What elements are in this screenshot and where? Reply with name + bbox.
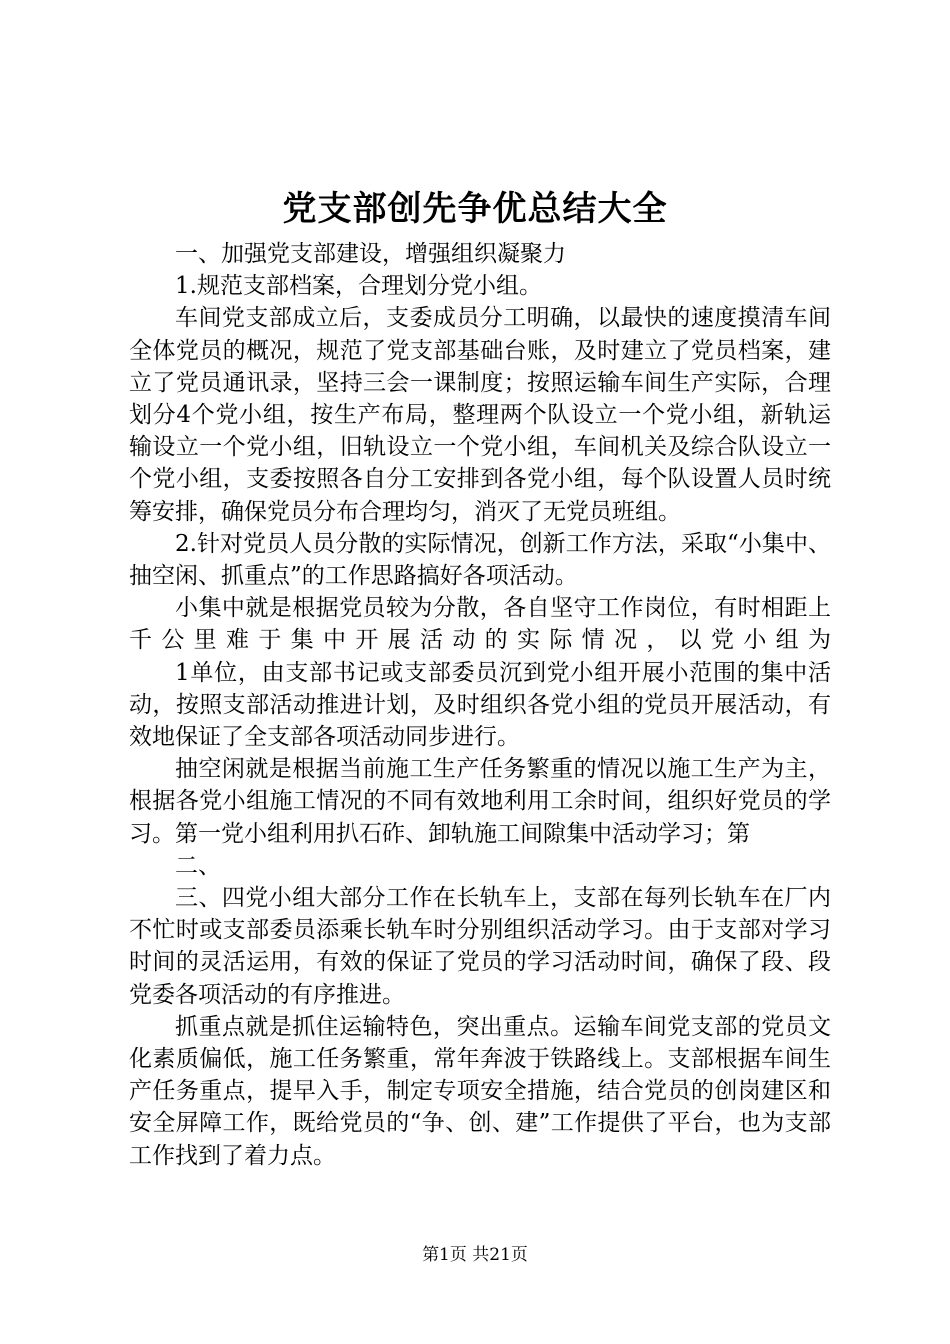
paragraph-subheading-1: 1.规范支部档案，合理划分党小组。	[175, 273, 542, 300]
paragraph-body: 抽空闲就是根据当前施工生产任务繁重的情况以施工生产为主，根据各党小组施工情况的不同有效地利用工余时间，组织好党员的学习。第一党小组利用扒石砟、卸轨施工间隙集中活动学习；第	[129, 756, 831, 847]
paragraph-body: 1单位，由支部书记或支部委员沉到党小组开展小范围的集中活动，按照支部活动推进计划，及时组织各党小组的党员开展活动，有效地保证了全支部各项活动同步进行。	[129, 659, 831, 751]
paragraph-body: 抓重点就是抓住运输特色，突出重点。运输车间党支部的党员文化素质偏低，施工任务繁重，常年奔波于铁路线上。支部根据车间生产任务重点，提早入手，制定专项安全措施，结合党员的创岗建区和安全屏障工作，既给党员的“争、创、建”工作提供了平台，也为支部工作找到了着力点。	[129, 1013, 831, 1169]
page-number-footer: 第1页 共21页	[422, 1245, 528, 1265]
document-title: 党支部创先争优总结大全	[282, 189, 668, 229]
paragraph-body: 小集中就是根据党员较为分散，各自坚守工作岗位，有时相距上千公里难于集中开展活动的实际情况，以党小组为	[129, 595, 831, 654]
paragraph-section-heading: 一、加强党支部建设，增强组织凝聚力	[175, 241, 566, 267]
paragraph-body: 三、四党小组大部分工作在长轨车上，支部在每列长轨车在厂内不忙时或支部委员添乘长轨车时分别组织活动学习。由于支部对学习时间的灵活运用，有效的保证了党员的学习活动时间，确保了段、段党委各项活动的有序推进。	[129, 885, 831, 1008]
paragraph-subheading-2: 2.针对党员人员分散的实际情况，创新工作方法，采取“小集中、抽空闲、抓重点”的工作思路搞好各项活动。	[129, 530, 831, 590]
paragraph-body: 车间党支部成立后，支委成员分工明确，以最快的速度摸清车间全体党员的概况，规范了党支部基础台账，及时建立了党员档案，建立了党员通讯录，坚持三会一课制度；按照运输车间生产实际，合理划分4个党小组，按生产布局，整理两个队设立一个党小组，新轨运输设立一个党小组，旧轨设立一个党小组，车间机关及综合队设立一个党小组，支委按照各自分工安排到各党小组，每个队设置人员时统筹安排，确保党员分布合理均匀，消灭了无党员班组。	[129, 305, 831, 525]
paragraph-fragment: 二、	[175, 852, 221, 879]
document-body	[129, 238, 831, 1172]
